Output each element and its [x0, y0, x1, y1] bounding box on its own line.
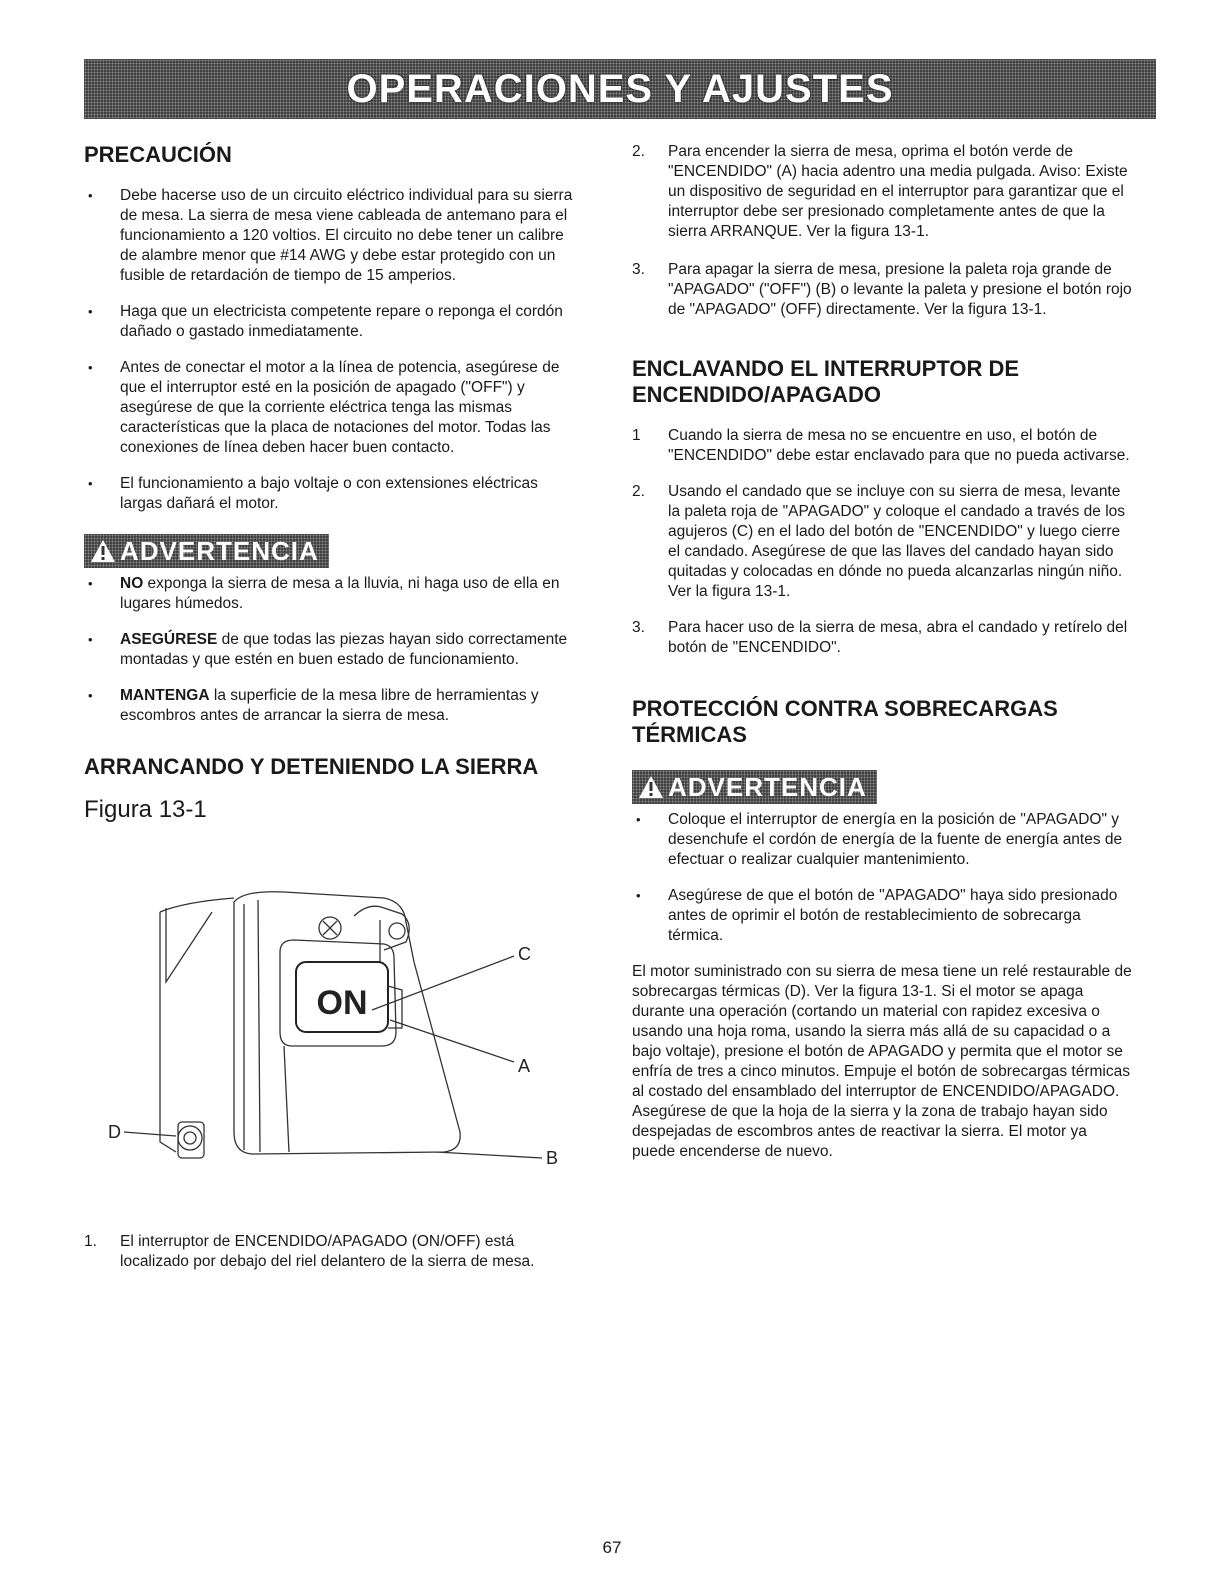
step-text: El interruptor de ENCENDIDO/APAGADO (ON/OFF) está localizado por debajo del riel delantero de la sierra de mesa.	[120, 1233, 535, 1270]
advertencia-list	[84, 574, 584, 726]
list-item	[84, 686, 584, 726]
leader-c	[372, 956, 514, 1010]
proteccion-paragraph: El motor suministrado con su sierra de mesa tiene un relé restaurable de sobrecargas térmicas (D). Ver la figura 13-1. Si el motor se apaga durante una operación (cortando un material con rapidez excesiva o usando una hoja roma, usando la sierra más allá de su capacidad o a bajo voltaje), presione el botón de APAGADO y permita que el motor se enfría de tres a cinco minutos. Empuje el botón de sobrecargas térmicas al costado del ensamblado del interruptor de ENCENDIDO/APAGADO. Asegúrese de que la hoja de la sierra y la zona de trabajo hayan sido despejadas de escombros antes de reactivar la sierra. El motor ya puede encenderse de nuevo.	[632, 963, 1132, 1160]
figure-title: Figura 13-1	[84, 796, 207, 823]
precaucion-list	[84, 186, 578, 514]
label-c: C	[518, 944, 531, 964]
right-column	[632, 142, 1132, 1162]
warning-triangle-icon	[90, 539, 116, 563]
step-number: 3.	[632, 619, 645, 636]
arrancando-steps	[84, 1232, 584, 1272]
list-item	[84, 630, 584, 670]
step-item	[632, 618, 1132, 658]
step-item	[632, 426, 1132, 466]
page-number: 67	[602, 1538, 622, 1557]
list-item: • Coloque el interruptor de energía en la posición de "APAGADO" y desenchufe el cordón de energía de la fuente de energía antes de efectuar o realizar cualquier mantenimiento.	[632, 810, 1132, 870]
page-title: OPERACIONES Y AJUSTES	[346, 66, 894, 111]
arrancando-heading: ARRANCANDO Y DETENIENDO LA SIERRA	[84, 754, 539, 779]
step-text: Para encender la sierra de mesa, oprima el botón verde de "ENCENDIDO" (A) hacia adentro una media pulgada. Aviso: Existe un dispositivo de seguridad en el interruptor para garantizar que el interruptor debe ser presionado completamente antes de que la sierra ARRANQUE. Ver la figura 13-1.	[668, 143, 1128, 240]
step-item	[632, 482, 1132, 602]
item-text: la superficie de la mesa libre de herramientas y escombros antes de arrancar la sierra de mesa.	[120, 687, 539, 724]
overload-reset	[178, 1122, 204, 1158]
step-item	[632, 260, 1132, 320]
list-item: • El funcionamiento a bajo voltaje o con extensiones eléctricas largas dañará el motor.	[84, 474, 578, 514]
list-item: • Debe hacerse uso de un circuito eléctrico individual para su sierra de mesa. La sierra de mesa viene cableada de antemano para el funcionamiento a 120 voltios. El circuito no debe tener un calibre de alambre menor que #14 AWG y debe estar protegido con un fusible de retardación de tiempo de 15 amperios.	[84, 186, 578, 286]
emphasis: ASEGÚRESE	[120, 631, 218, 648]
mounting-bracket	[160, 912, 176, 1152]
list-item: • Haga que un electricista competente repare o reponga el cordón dañado o gastado inmediatamente.	[84, 302, 578, 342]
warning-triangle-icon	[638, 775, 664, 799]
warning-badge	[84, 534, 329, 568]
arrancando-steps-continued	[632, 142, 1132, 320]
leader-b	[436, 1152, 542, 1158]
switch-figure	[84, 832, 584, 1202]
on-label: ON	[316, 984, 368, 1022]
emphasis: MANTENGA	[120, 687, 210, 704]
item-text: exponga la sierra de mesa a la lluvia, ni haga uso de ella en lugares húmedos.	[120, 575, 560, 612]
warning-label: ADVERTENCIA	[120, 535, 319, 566]
list-item	[84, 574, 584, 614]
emphasis: NO	[120, 575, 144, 592]
left-column	[84, 136, 584, 1288]
step-number: 1.	[84, 1233, 97, 1250]
proteccion-list	[632, 810, 1132, 946]
label-d: D	[108, 1122, 121, 1142]
label-b: B	[546, 1148, 559, 1168]
label-a: A	[518, 1056, 531, 1076]
item-text: de que todas las piezas hayan sido correctamente montadas y que estén en buen estado de funcionamiento.	[120, 631, 568, 668]
section-banner	[84, 59, 1156, 119]
precaucion-heading: PRECAUCIÓN	[84, 142, 232, 167]
proteccion-heading: PROTECCIÓN CONTRA SOBRECARGAS TÉRMICAS	[632, 696, 1058, 747]
leader-d	[124, 1132, 176, 1136]
step-text: Para hacer uso de la sierra de mesa, abra el candado y retírelo del botón de "ENCENDIDO".	[668, 619, 1128, 656]
step-text: Cuando la sierra de mesa no se encuentre en uso, el botón de "ENCENDIDO" debe estar enclavado para que no pueda activarse.	[668, 427, 1130, 464]
enclavando-steps	[632, 426, 1132, 658]
warning-badge	[632, 770, 877, 804]
list-item: • Asegúrese de que el botón de "APAGADO" haya sido presionado antes de oprimir el botón de restablecimiento de sobrecarga térmica.	[632, 886, 1132, 946]
enclavando-heading: ENCLAVANDO EL INTERRUPTOR DE ENCENDIDO/APAGADO	[632, 356, 1020, 407]
step-text: Para apagar la sierra de mesa, presione la paleta roja grande de "APAGADO" ("OFF") (B) o levante la paleta y presione el botón rojo de "APAGADO" (OFF) directamente. Ver la figura 13-1.	[668, 261, 1132, 318]
list-item: • Antes de conectar el motor a la línea de potencia, asegúrese de que el interruptor esté en la posición de apagado ("OFF") y asegúrese de que la corriente eléctrica tenga las mismas características que la placa de notaciones del motor. Todas las conexiones de línea deben hacer buen contacto.	[84, 358, 578, 458]
leader-a	[390, 1020, 514, 1062]
step-number: 3.	[632, 261, 645, 278]
step-item	[632, 142, 1132, 242]
warning-label: ADVERTENCIA	[668, 771, 867, 802]
step-number: 2.	[632, 143, 645, 160]
step-text: Usando el candado que se incluye con su sierra de mesa, levante la paleta roja de "APAGADO" y coloque el candado a través de los agujeros (C) en el lado del botón de "ENCENDIDO" y luego cierre el candado. Asegúrese de que las llaves del candado hayan sido quitadas y colocadas en dónde no pueda alcanzarlas ningún niño. Ver la figura 13-1.	[668, 483, 1126, 600]
step-number: 1	[632, 427, 641, 444]
step-number: 2.	[632, 483, 645, 500]
step-item	[84, 1232, 584, 1272]
